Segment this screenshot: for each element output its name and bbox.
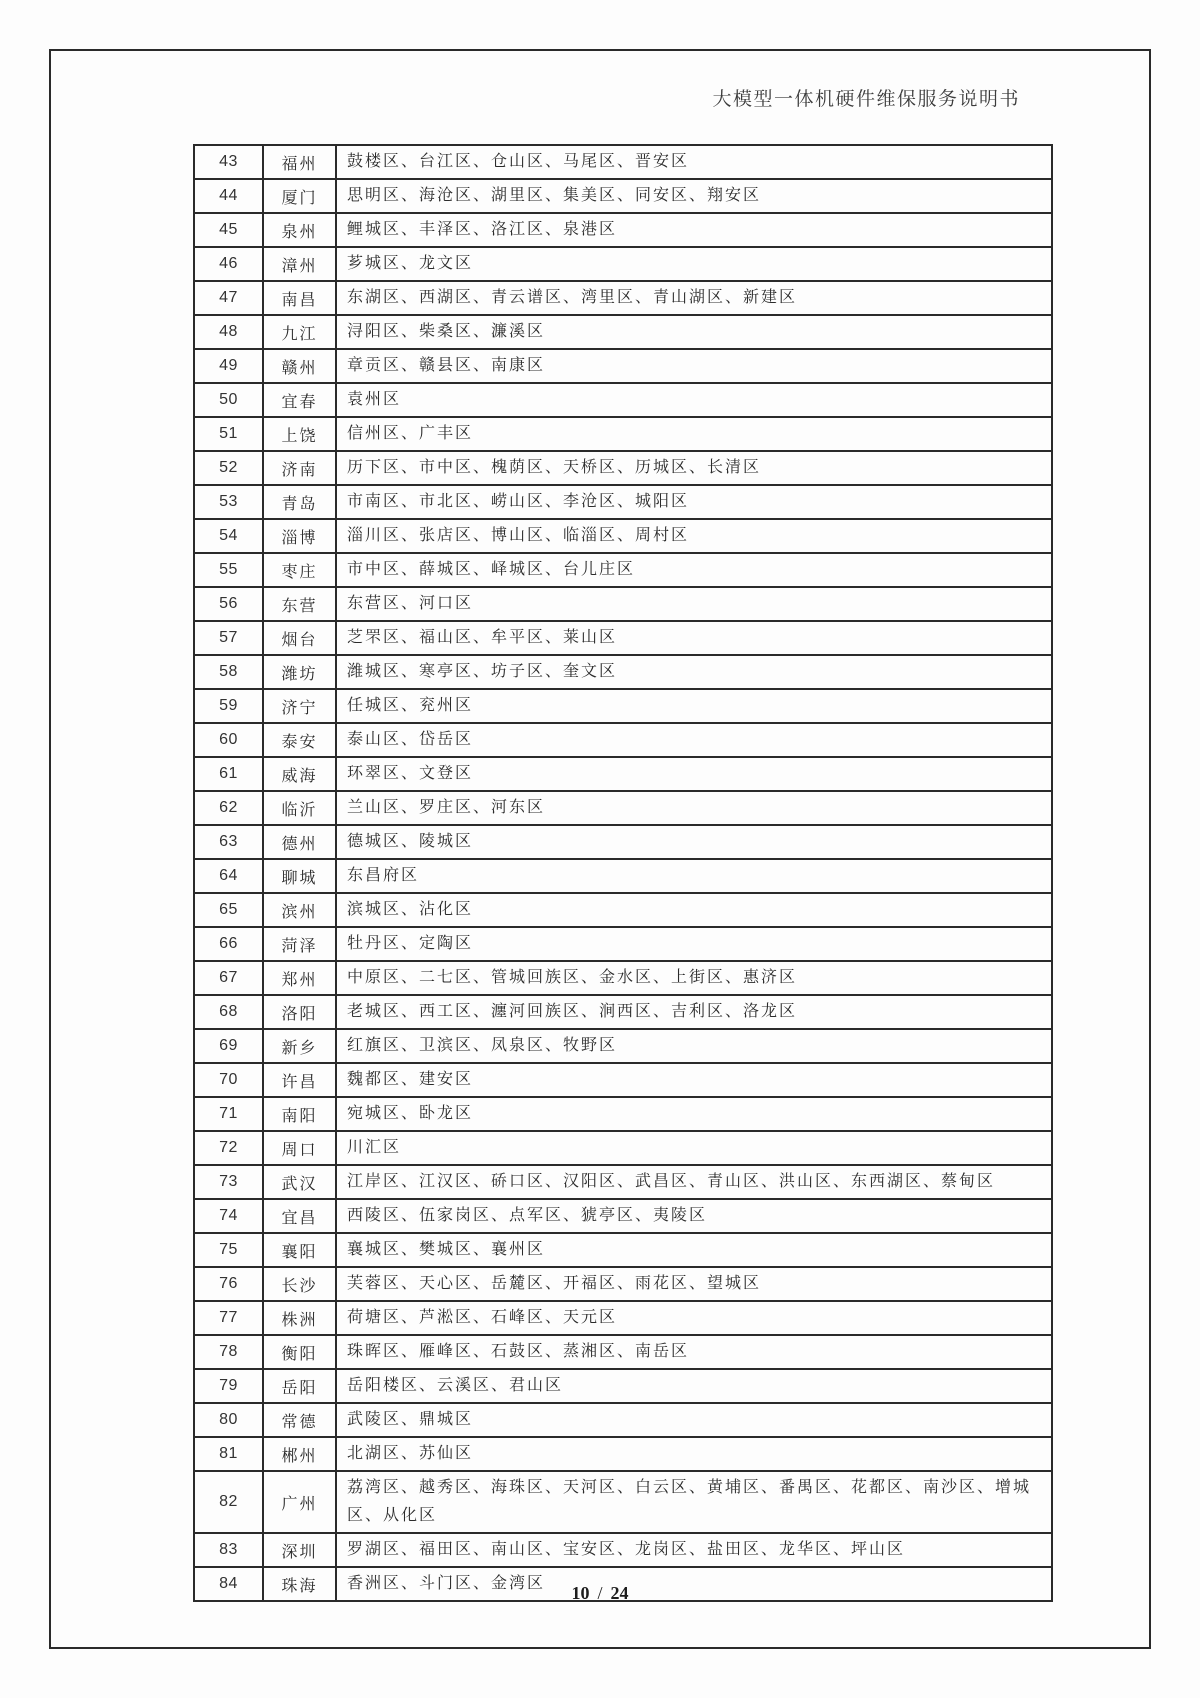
table-row bbox=[194, 1437, 1052, 1471]
city-name: 泰安 bbox=[263, 723, 336, 757]
table-row bbox=[194, 485, 1052, 519]
row-number: 72 bbox=[194, 1131, 263, 1165]
district-list: 市中区、薛城区、峄城区、台儿庄区 bbox=[336, 553, 1052, 587]
district-list: 环翠区、文登区 bbox=[336, 757, 1052, 791]
row-number: 66 bbox=[194, 927, 263, 961]
table-row bbox=[194, 1063, 1052, 1097]
city-name: 德州 bbox=[263, 825, 336, 859]
row-number: 77 bbox=[194, 1301, 263, 1335]
district-list: 武陵区、鼎城区 bbox=[336, 1403, 1052, 1437]
city-name: 洛阳 bbox=[263, 995, 336, 1029]
row-number: 83 bbox=[194, 1533, 263, 1567]
row-number: 59 bbox=[194, 689, 263, 723]
district-list: 老城区、西工区、瀍河回族区、涧西区、吉利区、洛龙区 bbox=[336, 995, 1052, 1029]
city-name: 郴州 bbox=[263, 1437, 336, 1471]
district-list: 德城区、陵城区 bbox=[336, 825, 1052, 859]
city-name: 广州 bbox=[263, 1471, 336, 1533]
district-list: 章贡区、赣县区、南康区 bbox=[336, 349, 1052, 383]
city-name: 岳阳 bbox=[263, 1369, 336, 1403]
table-row bbox=[194, 519, 1052, 553]
city-name: 泉州 bbox=[263, 213, 336, 247]
city-name: 郑州 bbox=[263, 961, 336, 995]
district-list: 罗湖区、福田区、南山区、宝安区、龙岗区、盐田区、龙华区、坪山区 bbox=[336, 1533, 1052, 1567]
city-name: 菏泽 bbox=[263, 927, 336, 961]
city-name: 株洲 bbox=[263, 1301, 336, 1335]
city-name: 周口 bbox=[263, 1131, 336, 1165]
row-number: 78 bbox=[194, 1335, 263, 1369]
district-list: 鲤城区、丰泽区、洛江区、泉港区 bbox=[336, 213, 1052, 247]
row-number: 56 bbox=[194, 587, 263, 621]
table-row bbox=[194, 825, 1052, 859]
district-list: 西陵区、伍家岗区、点军区、猇亭区、夷陵区 bbox=[336, 1199, 1052, 1233]
row-number: 82 bbox=[194, 1471, 263, 1533]
row-number: 49 bbox=[194, 349, 263, 383]
district-list: 川汇区 bbox=[336, 1131, 1052, 1165]
table-row bbox=[194, 1403, 1052, 1437]
district-list: 泰山区、岱岳区 bbox=[336, 723, 1052, 757]
row-number: 80 bbox=[194, 1403, 263, 1437]
row-number: 53 bbox=[194, 485, 263, 519]
page-footer bbox=[0, 1583, 1200, 1604]
table-row bbox=[194, 1233, 1052, 1267]
city-name: 宜春 bbox=[263, 383, 336, 417]
district-list: 浔阳区、柴桑区、濂溪区 bbox=[336, 315, 1052, 349]
city-name: 长沙 bbox=[263, 1267, 336, 1301]
table-row bbox=[194, 1029, 1052, 1063]
city-name: 南昌 bbox=[263, 281, 336, 315]
page-number-separator: / bbox=[597, 1583, 603, 1603]
table-row bbox=[194, 349, 1052, 383]
table-row bbox=[194, 689, 1052, 723]
city-name: 南阳 bbox=[263, 1097, 336, 1131]
row-number: 75 bbox=[194, 1233, 263, 1267]
table-row bbox=[194, 1533, 1052, 1567]
district-list: 信州区、广丰区 bbox=[336, 417, 1052, 451]
row-number: 60 bbox=[194, 723, 263, 757]
row-number: 61 bbox=[194, 757, 263, 791]
table-row bbox=[194, 893, 1052, 927]
city-name: 珠海 bbox=[263, 1567, 336, 1601]
district-list: 珠晖区、雁峰区、石鼓区、蒸湘区、南岳区 bbox=[336, 1335, 1052, 1369]
table-row bbox=[194, 995, 1052, 1029]
table-row bbox=[194, 621, 1052, 655]
row-number: 43 bbox=[194, 145, 263, 179]
table-row bbox=[194, 383, 1052, 417]
city-name: 宜昌 bbox=[263, 1199, 336, 1233]
table-row bbox=[194, 1097, 1052, 1131]
city-name: 深圳 bbox=[263, 1533, 336, 1567]
district-list: 潍城区、寒亭区、坊子区、奎文区 bbox=[336, 655, 1052, 689]
table-row bbox=[194, 451, 1052, 485]
page-number-total: 24 bbox=[610, 1583, 629, 1603]
city-name: 聊城 bbox=[263, 859, 336, 893]
table-row bbox=[194, 1199, 1052, 1233]
table-body bbox=[194, 145, 1052, 1601]
district-list: 任城区、兖州区 bbox=[336, 689, 1052, 723]
row-number: 64 bbox=[194, 859, 263, 893]
row-number: 46 bbox=[194, 247, 263, 281]
row-number: 55 bbox=[194, 553, 263, 587]
district-list: 芗城区、龙文区 bbox=[336, 247, 1052, 281]
row-number: 62 bbox=[194, 791, 263, 825]
district-list: 鼓楼区、台江区、仓山区、马尾区、晋安区 bbox=[336, 145, 1052, 179]
district-list: 袁州区 bbox=[336, 383, 1052, 417]
district-list: 东营区、河口区 bbox=[336, 587, 1052, 621]
row-number: 47 bbox=[194, 281, 263, 315]
city-name: 武汉 bbox=[263, 1165, 336, 1199]
row-number: 57 bbox=[194, 621, 263, 655]
district-list: 思明区、海沧区、湖里区、集美区、同安区、翔安区 bbox=[336, 179, 1052, 213]
city-name: 衡阳 bbox=[263, 1335, 336, 1369]
district-list: 东湖区、西湖区、青云谱区、湾里区、青山湖区、新建区 bbox=[336, 281, 1052, 315]
row-number: 45 bbox=[194, 213, 263, 247]
row-number: 76 bbox=[194, 1267, 263, 1301]
table-row bbox=[194, 723, 1052, 757]
table-row bbox=[194, 1369, 1052, 1403]
city-name: 烟台 bbox=[263, 621, 336, 655]
table-row bbox=[194, 1335, 1052, 1369]
district-list: 岳阳楼区、云溪区、君山区 bbox=[336, 1369, 1052, 1403]
row-number: 79 bbox=[194, 1369, 263, 1403]
city-name: 威海 bbox=[263, 757, 336, 791]
city-name: 滨州 bbox=[263, 893, 336, 927]
city-name: 青岛 bbox=[263, 485, 336, 519]
table-row bbox=[194, 1301, 1052, 1335]
table-row bbox=[194, 757, 1052, 791]
district-list: 襄城区、樊城区、襄州区 bbox=[336, 1233, 1052, 1267]
district-list: 历下区、市中区、槐荫区、天桥区、历城区、长清区 bbox=[336, 451, 1052, 485]
table-row bbox=[194, 213, 1052, 247]
table-row bbox=[194, 179, 1052, 213]
district-list: 兰山区、罗庄区、河东区 bbox=[336, 791, 1052, 825]
table-row bbox=[194, 247, 1052, 281]
city-name: 漳州 bbox=[263, 247, 336, 281]
table-row bbox=[194, 281, 1052, 315]
table-row bbox=[194, 1165, 1052, 1199]
city-name: 东营 bbox=[263, 587, 336, 621]
district-list: 宛城区、卧龙区 bbox=[336, 1097, 1052, 1131]
district-list: 江岸区、江汉区、硚口区、汉阳区、武昌区、青山区、洪山区、东西湖区、蔡甸区 bbox=[336, 1165, 1052, 1199]
table-row bbox=[194, 927, 1052, 961]
district-list: 北湖区、苏仙区 bbox=[336, 1437, 1052, 1471]
city-name: 枣庄 bbox=[263, 553, 336, 587]
row-number: 67 bbox=[194, 961, 263, 995]
row-number: 81 bbox=[194, 1437, 263, 1471]
row-number: 44 bbox=[194, 179, 263, 213]
district-list: 淄川区、张店区、博山区、临淄区、周村区 bbox=[336, 519, 1052, 553]
row-number: 50 bbox=[194, 383, 263, 417]
city-name: 许昌 bbox=[263, 1063, 336, 1097]
row-number: 65 bbox=[194, 893, 263, 927]
table-row bbox=[194, 1267, 1052, 1301]
district-list: 牡丹区、定陶区 bbox=[336, 927, 1052, 961]
table-row bbox=[194, 145, 1052, 179]
table-row bbox=[194, 1471, 1052, 1533]
district-list: 芙蓉区、天心区、岳麓区、开福区、雨花区、望城区 bbox=[336, 1267, 1052, 1301]
district-list: 滨城区、沾化区 bbox=[336, 893, 1052, 927]
city-name: 厦门 bbox=[263, 179, 336, 213]
table-row bbox=[194, 655, 1052, 689]
city-name: 上饶 bbox=[263, 417, 336, 451]
row-number: 48 bbox=[194, 315, 263, 349]
city-name: 新乡 bbox=[263, 1029, 336, 1063]
table-row bbox=[194, 961, 1052, 995]
row-number: 84 bbox=[194, 1567, 263, 1601]
district-list: 荷塘区、芦淞区、石峰区、天元区 bbox=[336, 1301, 1052, 1335]
district-list: 香洲区、斗门区、金湾区 bbox=[336, 1567, 1052, 1601]
city-name: 淄博 bbox=[263, 519, 336, 553]
row-number: 58 bbox=[194, 655, 263, 689]
table-row bbox=[194, 553, 1052, 587]
header-title: 大模型一体机硬件维保服务说明书 bbox=[712, 89, 1020, 110]
city-district-table bbox=[193, 144, 1053, 1602]
district-list: 市南区、市北区、崂山区、李沧区、城阳区 bbox=[336, 485, 1052, 519]
page-header bbox=[0, 84, 1020, 111]
district-list: 红旗区、卫滨区、凤泉区、牧野区 bbox=[336, 1029, 1052, 1063]
row-number: 63 bbox=[194, 825, 263, 859]
city-name: 潍坊 bbox=[263, 655, 336, 689]
district-list: 荔湾区、越秀区、海珠区、天河区、白云区、黄埔区、番禺区、花都区、南沙区、增城区、从化区 bbox=[336, 1471, 1052, 1533]
city-name: 常德 bbox=[263, 1403, 336, 1437]
district-list: 魏都区、建安区 bbox=[336, 1063, 1052, 1097]
page-number-current: 10 bbox=[571, 1583, 590, 1603]
row-number: 54 bbox=[194, 519, 263, 553]
district-list: 东昌府区 bbox=[336, 859, 1052, 893]
city-name: 襄阳 bbox=[263, 1233, 336, 1267]
city-name: 济南 bbox=[263, 451, 336, 485]
table-row bbox=[194, 587, 1052, 621]
district-list: 中原区、二七区、管城回族区、金水区、上街区、惠济区 bbox=[336, 961, 1052, 995]
row-number: 71 bbox=[194, 1097, 263, 1131]
table-row bbox=[194, 1131, 1052, 1165]
district-list: 芝罘区、福山区、牟平区、莱山区 bbox=[336, 621, 1052, 655]
city-name: 临沂 bbox=[263, 791, 336, 825]
row-number: 73 bbox=[194, 1165, 263, 1199]
row-number: 74 bbox=[194, 1199, 263, 1233]
city-name: 赣州 bbox=[263, 349, 336, 383]
table-row bbox=[194, 315, 1052, 349]
row-number: 51 bbox=[194, 417, 263, 451]
row-number: 68 bbox=[194, 995, 263, 1029]
city-name: 济宁 bbox=[263, 689, 336, 723]
table-row bbox=[194, 859, 1052, 893]
row-number: 52 bbox=[194, 451, 263, 485]
table-row bbox=[194, 417, 1052, 451]
row-number: 69 bbox=[194, 1029, 263, 1063]
row-number: 70 bbox=[194, 1063, 263, 1097]
city-name: 九江 bbox=[263, 315, 336, 349]
city-name: 福州 bbox=[263, 145, 336, 179]
table-row bbox=[194, 791, 1052, 825]
